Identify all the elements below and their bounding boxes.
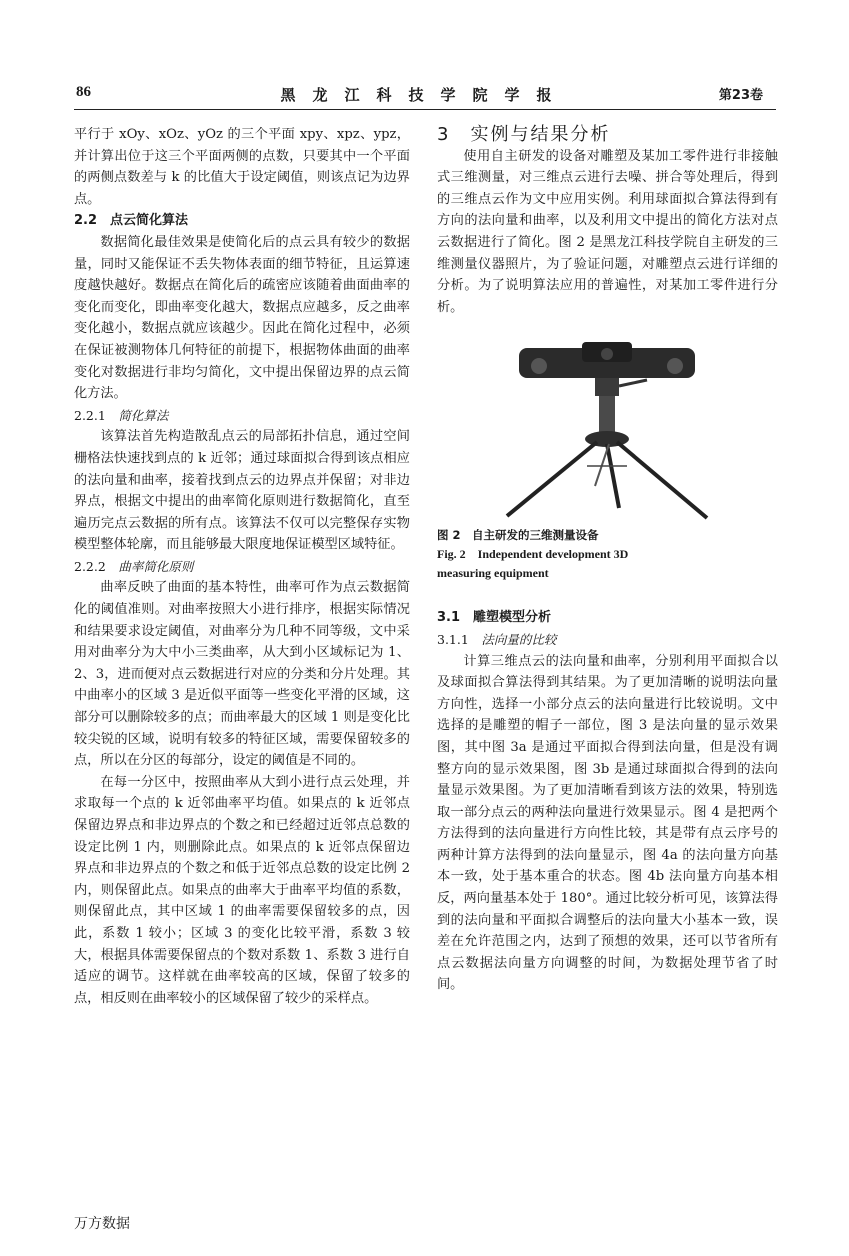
page-header (0, 84, 849, 108)
figure-caption-cn: 图 2 自主研发的三维测量设备 (437, 528, 599, 543)
heading-number: 2.2.2 (74, 558, 106, 574)
figure-caption-en-line2: measuring equipment (437, 566, 549, 581)
journal-title: 黑龙江科技学院学报 (280, 86, 569, 104)
header-rule (74, 109, 776, 110)
section-heading-3-1: 3.1 雕塑模型分析 (437, 610, 552, 626)
figure-caption-en-line1: Fig. 2 Independent development 3D (437, 547, 629, 562)
subsection-heading-3-1-1 (437, 629, 778, 651)
heading-number: 3.1.1 (437, 631, 469, 647)
subsection-heading-2-2-2 (74, 556, 410, 578)
heading-title: 法向量的比较 (481, 631, 557, 647)
volume-label: 第23卷 (718, 88, 763, 103)
scanner-tripod-image (437, 336, 778, 526)
heading-number: 2.2.1 (74, 407, 106, 423)
paragraph: 使用自主研发的设备对雕塑及某加工零件进行非接触式三维测量，对三维点云进行去噪、拼合等处理后，得到的三维点云作为文中应用实例。利用球面拟合算法得到有方向的法向量和曲率，以及利用文中提出的简化方法对点云数据进行了简化。图 2 是黑龙江科技学院自主研发的三维测量仪器照片，为了验证问题，对雕塑点云进行详细的分析。为了说明算法应用的普遍性，对某加工零件进行分析。 (437, 148, 778, 315)
subsection-heading-2-2-1 (74, 405, 410, 427)
section-heading-3: 3 实例与结果分析 (437, 124, 611, 145)
left-column (74, 124, 410, 1009)
page-number: 86 (76, 84, 91, 100)
paragraph: 数据简化最佳效果是使简化后的点云具有较少的数据量，同时又能保证不丢失物体表面的细节特征，且运算速度越快越好。数据点在简化后的疏密应该随着曲面曲率的变化而变化，即曲率变化越大，数据点应越多，反之曲率变化越小，数据点就应该越少。因此在简化过程中，必须在保证被测物体几何特征的前提下，根据物体曲面的曲率变化对数据进行非均匀简化，文中提出保留边界的点云简化方法。 (74, 234, 410, 402)
heading-title: 曲率简化原则 (118, 558, 194, 574)
paragraph: 平行于 xOy、xOz、yOz 的三个平面 xpy、xpz、ypz，并计算出位于这三个平面两侧的点数，只要其中一个平面的两侧点数差与 k 的比值大于设定阈值，则该点记为边界点。 (74, 127, 410, 207)
watermark-footer: 万方数据 (74, 1216, 130, 1232)
paragraph: 计算三维点云的法向量和曲率，分别利用平面拟合以及球面拟合算法得到其结果。为了更加清晰的说明法向量方向性，选择一小部分点云的法向量进行比较说明。文中选择的是雕塑的帽子一部位，图 3 是法向量的显示效果图，其中图 3a 是通过平面拟合得到法向量，但是没有调整方向的显示效果图，图 3b 是通过球面拟合得到的法向量显示效果图。为了更加清晰看到该方法的效果，特别选取一部分点云的两种法向量进行效果显示。图 4 是把两个方法得到的法向量进行方向性比较，其是带有点云序号的两种计算方法得到的法向量显示，图 4a 的法向量方向基本一致，处于基本重合的状态。图 4b 法向量方向基本相反，两向量基本处于 180°。通过比较分析可见，该算法得到的法向量和平面拟合调整后的法向量大小基本一致，误差在允许范围之内，达到了预想的效果，还可以节省所有点云数据法向量方向调整的时间，为数据处理节省了时间。 (437, 653, 778, 993)
paragraph: 在每一分区中，按照曲率从大到小进行点云处理，并求取每一个点的 k 近邻曲率平均值。如果点的 k 近邻点保留边界点和非边界点的个数之和已经超过近邻点总数的设定比例 1 内，则删除此点。如果点的 k 近邻点保留边界点和非边界点的个数之和低于近邻点总数的设定比例 2 内，则保留此点。如果点的曲率大于曲率平均值的系数，则保留此点，其中区域 1 的曲率需要保留较多的点，因此，系数 1 较小；区域 3 的变化比较平滑，系数 3 较大，根据具体需要保留点的个数对系数 1、系数 3 进行自适应的调节。这样就在曲率较高的区域，保留了较多的点，相反则在曲率较小的区域保留了较少的采样点。 (74, 774, 410, 1006)
section-heading-2-2: 2.2 点云简化算法 (74, 213, 189, 229)
paragraph: 曲率反映了曲面的基本特性，曲率可作为点云数据简化的阈值准则。对曲率按照大小进行排序，根据实际情况和结果要求设定阈值，对曲率分为几种不同等级，文中采用对曲率分为大中小三类曲率，从大到小区域标记为 1、2、3，进而便对点云数据进行对应的分类和分片处理。其中曲率小的区域 3 是近似平面等一些变化平滑的区域，这部分可以删除较多的点；而曲率最大的区域 1 则是变化比较尖锐的区域，说明有较多的特征区域，需要保留较多的点，所以在分区的每部分，设定的阈值是不同的。 (74, 580, 410, 769)
heading-title: 简化算法 (118, 407, 169, 423)
right-column (437, 124, 778, 996)
figure-3d-scanner-photo (437, 336, 778, 526)
paragraph: 该算法首先构造散乱点云的局部拓扑信息，通过空间栅格法快速找到点的 k 近邻；通过球面拟合得到该点相应的法向量和曲率，接着找到点云的边界点并保留；对非边界点，根据文中提出的曲率简化原则进行数据简化，直至遍历完点云数据的所有点。该算法不仅可以完整保存实物模型整体轮廓，而且能够最大限度地保证模型区域特征。 (74, 429, 410, 553)
